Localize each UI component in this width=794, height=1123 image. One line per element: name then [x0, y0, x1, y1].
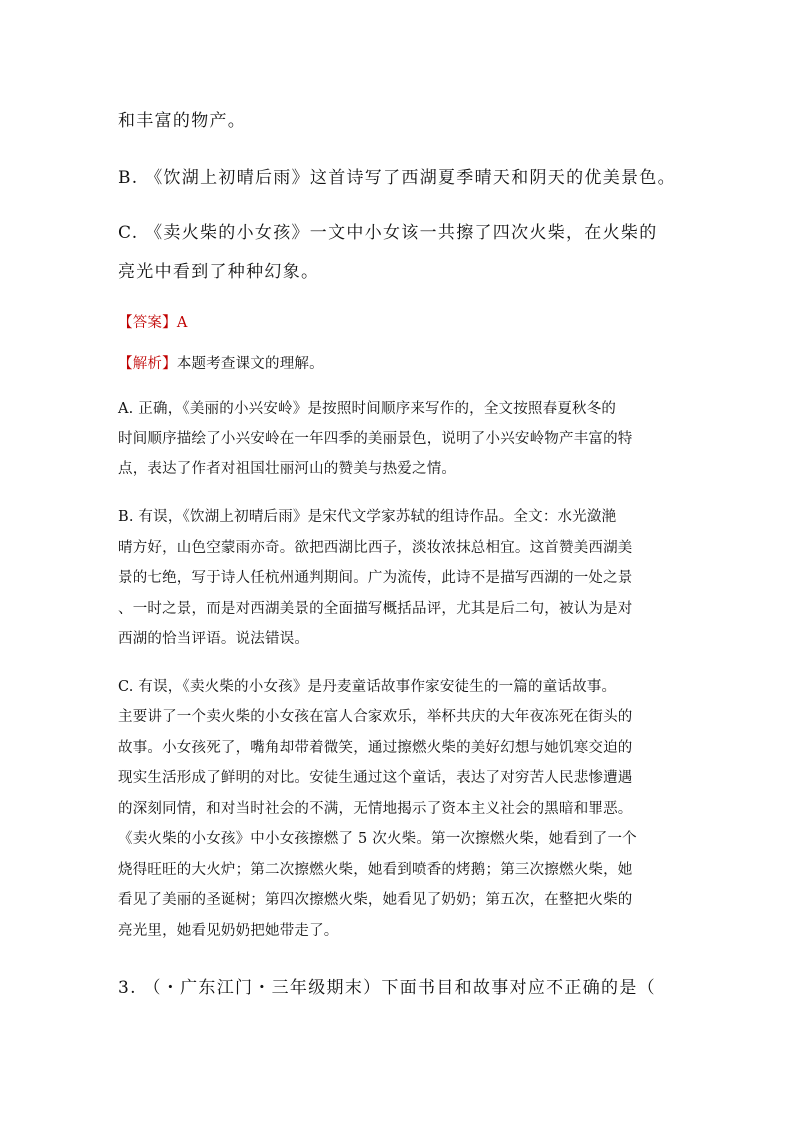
analysis-intro: 本题考查课文的理解。 [176, 356, 324, 372]
analysis-b-line: 、一时之景，而是对西湖美景的全面描写概括品评，尤其是后二句，被认为是对 [118, 601, 633, 617]
analysis-b-line: 西湖的恰当评语。说法错误。 [118, 631, 310, 647]
answer-label: 【答案】 [118, 315, 177, 331]
analysis-c-line: 烧得旺旺的大火炉；第二次擦燃火柴，她看到喷香的烤鹅；第三次擦燃火柴，她 [118, 862, 633, 878]
option-c-line-2: 亮光中看到了种种幻象。 [118, 262, 320, 282]
analysis-c-line: C. 有误，《卖火柴的小女孩》是丹麦童话故事作家安徒生的一篇的童话故事。 [118, 679, 617, 695]
analysis-a-line: A. 正确，《美丽的小兴安岭》是按照时间顺序来写作的，全文按照春夏秋冬的 [118, 401, 617, 417]
answer-line [118, 311, 187, 332]
analysis-c-line: 看见了美丽的圣诞树；第四次擦燃火柴，她看见了奶奶；第五次，在整把火柴的 [118, 892, 633, 908]
analysis-b-line: 景的七绝，写于诗人任杭州通判期间。广为流传，此诗不是描写西湖的一处之景 [118, 570, 633, 586]
analysis-c-line: 现实生活形成了鲜明的对比。安徒生通过这个童话，表达了对穷苦人民悲惨遭遇 [118, 770, 633, 786]
analysis-b-line: B. 有误，《饮湖上初晴后雨》是宋代文学家苏轼的组诗作品。全文：水光潋滟 [118, 509, 617, 525]
analysis-c-line: 亮光里，她看见奶奶把她带走了。 [118, 923, 339, 939]
option-c-line-1: C. 《卖火柴的小女孩》一文中小女该一共擦了四次火柴，在火柴的 [118, 223, 658, 243]
analysis-label: 【解析】 [118, 356, 177, 372]
analysis-c-line: 主要讲了一个卖火柴的小女孩在富人合家欢乐，举杯共庆的大年夜冻死在街头的 [118, 709, 633, 725]
analysis-c-line: 《卖火柴的小女孩》中小女孩擦燃了 5 次火柴。第一次擦燃火柴，她看到了一个 [118, 831, 637, 847]
analysis-b-line: 晴方好，山色空蒙雨亦奇。欲把西湖比西子，淡妆浓抹总相宜。这首赞美西湖美 [118, 540, 633, 556]
option-b: B. 《饮湖上初晴后雨》这首诗写了西湖夏季晴天和阴天的优美景色。 [118, 168, 676, 188]
analysis-a-line: 时间顺序描绘了小兴安岭在一年四季的美丽景色，说明了小兴安岭物产丰富的特 [118, 431, 633, 447]
analysis-c-line: 故事。小女孩死了，嘴角却带着微笑，通过擦燃火柴的美好幻想与她饥寒交迫的 [118, 740, 633, 756]
analysis-c-line: 的深刻同情，和对当时社会的不满，无情地揭示了资本主义社会的黑暗和罪恶。 [118, 801, 633, 817]
answer-value: A [176, 315, 188, 331]
analysis-line [118, 352, 324, 373]
analysis-a-line: 点，表达了作者对祖国壮丽河山的赞美与热爱之情。 [118, 461, 457, 477]
question-text-line: 和丰富的物产。 [118, 111, 247, 131]
next-question: 3. （・广东江门・三年级期末）下面书目和故事对应不正确的是（ [118, 978, 656, 998]
